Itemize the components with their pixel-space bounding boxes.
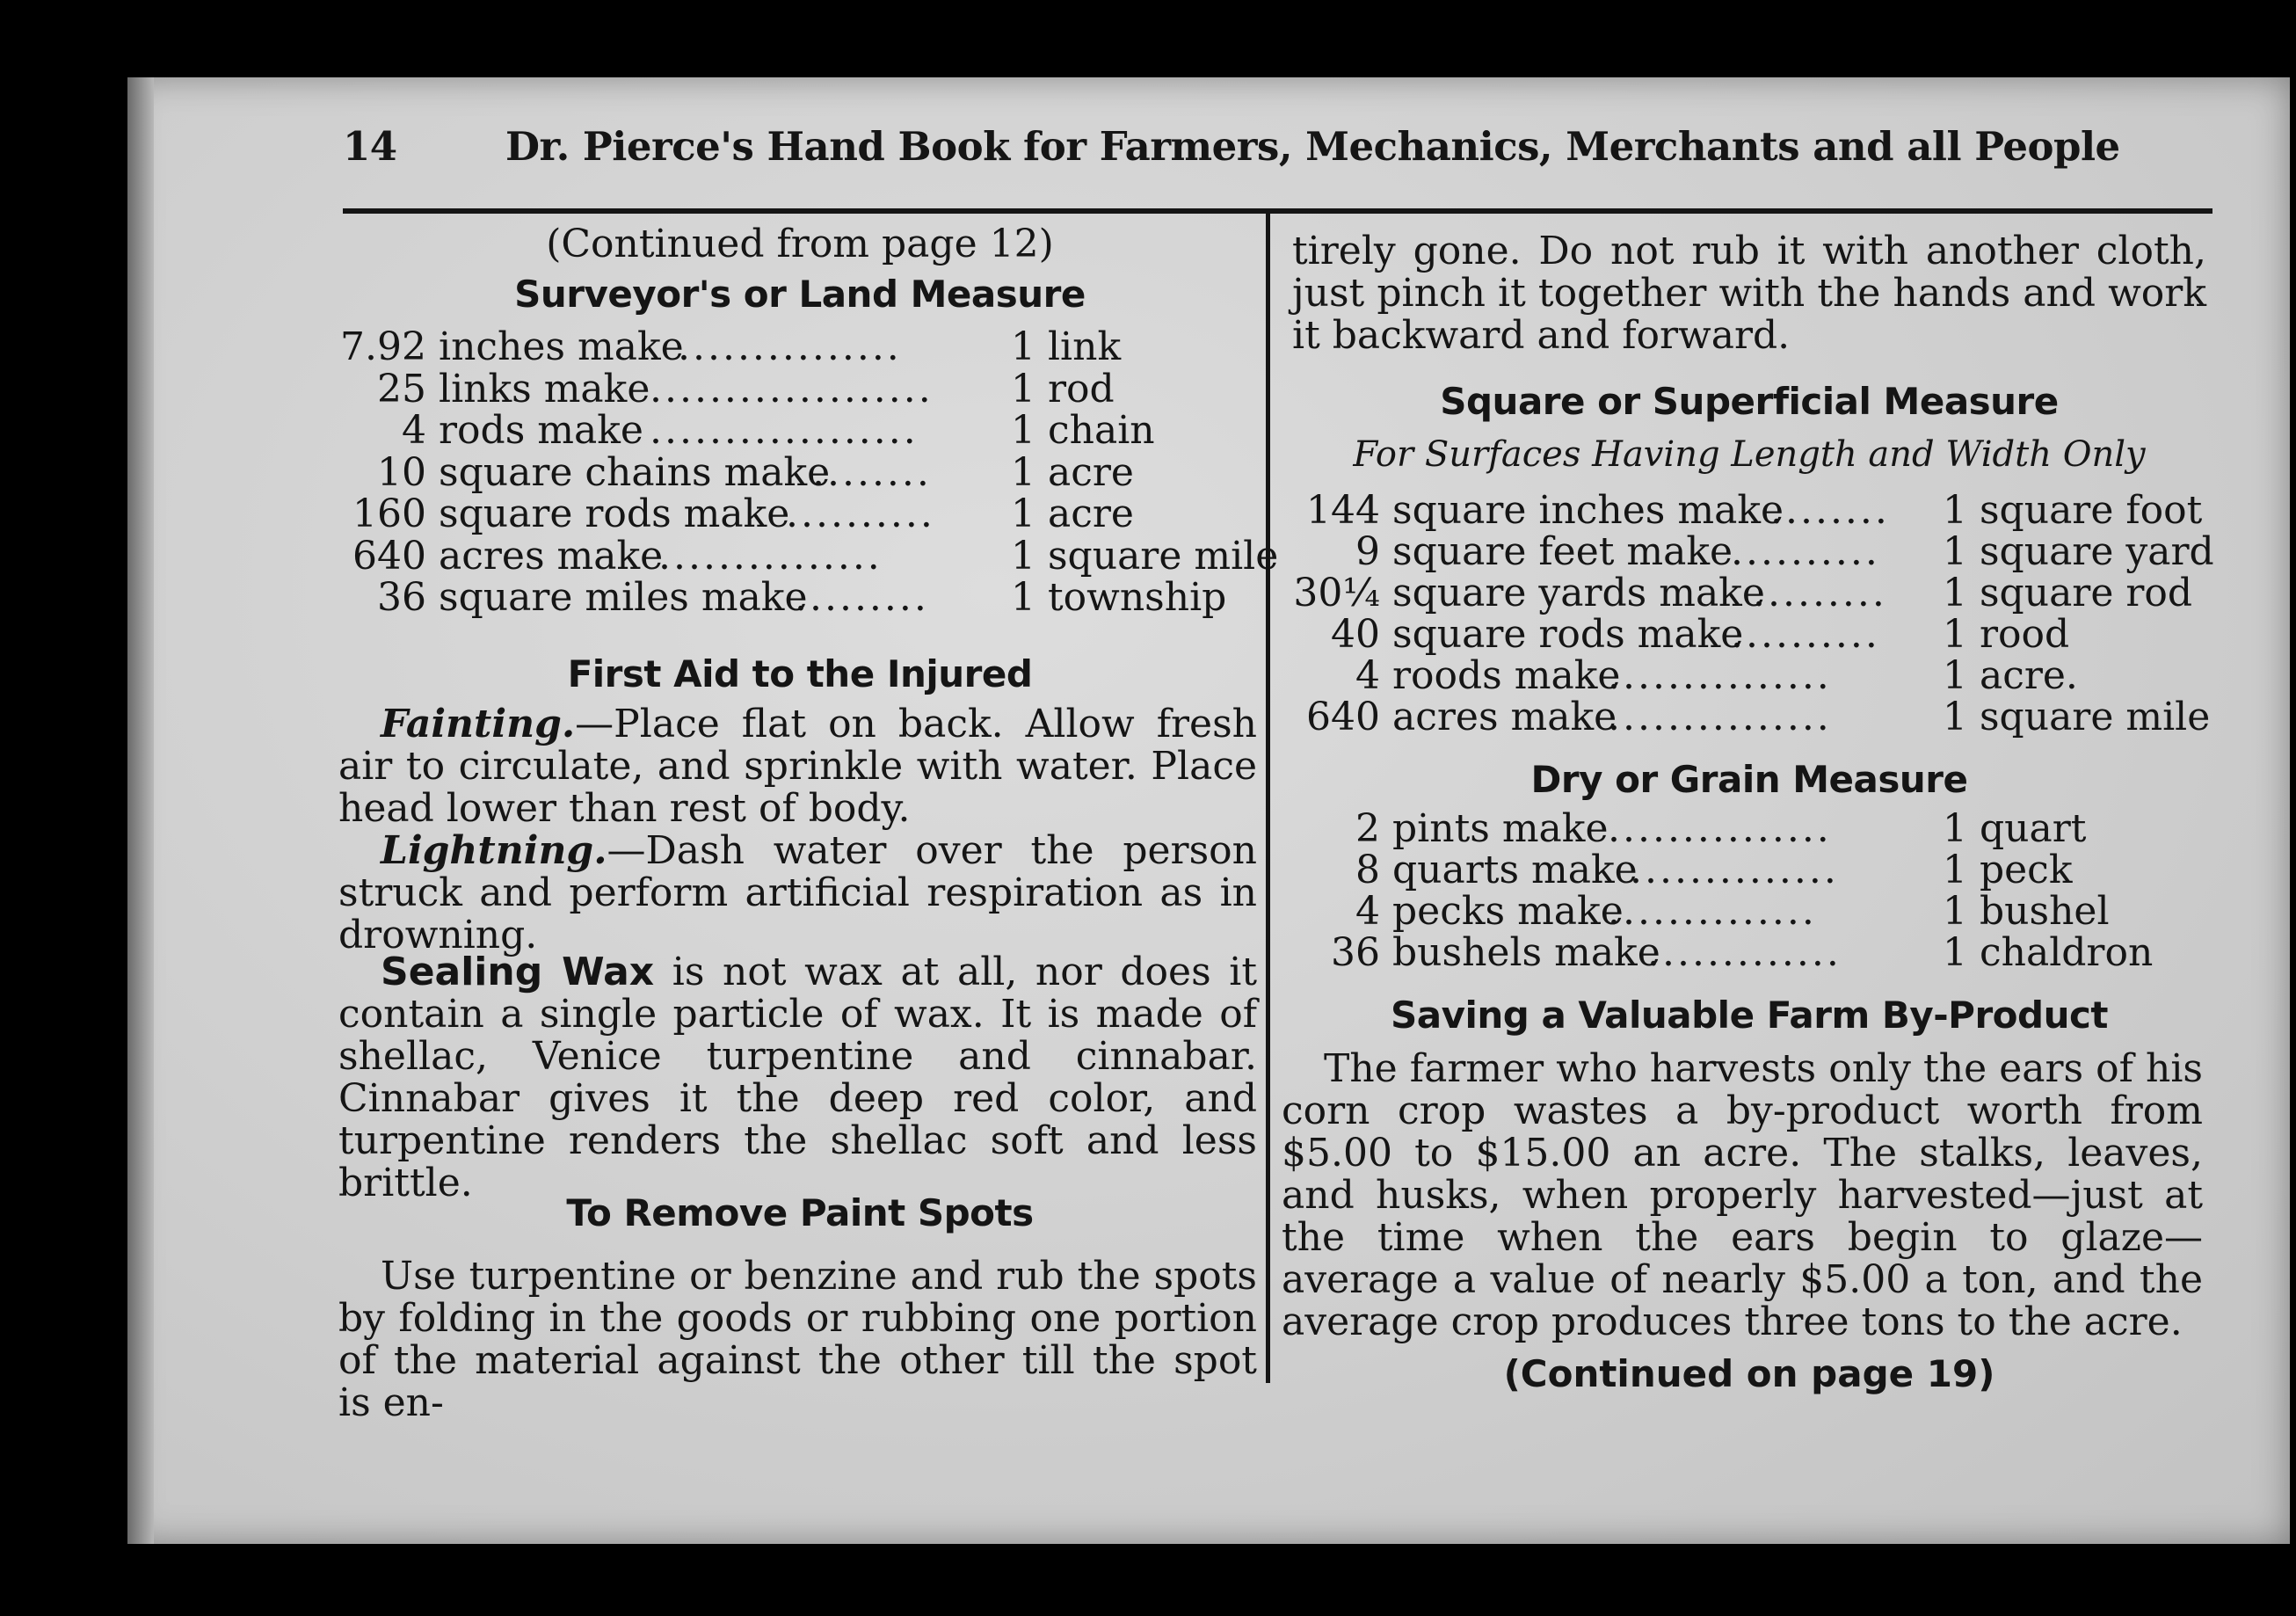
surveyor-leader-dots: ............... xyxy=(678,324,902,369)
square-leader-dots: ............... xyxy=(1608,653,1832,698)
dry-leader-dots: ............... xyxy=(1608,806,1832,851)
surveyor-result: 1 square mile xyxy=(1011,533,1279,579)
square-quantity: 144 xyxy=(1306,488,1380,533)
square-row xyxy=(1288,697,2211,738)
square-row xyxy=(1288,529,2214,574)
square-leader-dots: .......... xyxy=(1731,529,1880,574)
surveyor-result: 1 chain xyxy=(1011,408,1155,453)
surveyor-quantity: 160 xyxy=(352,491,426,536)
column-divider xyxy=(1266,214,1270,1383)
dry-quantity: 36 xyxy=(1331,930,1380,975)
dry-leader-dots: .............. xyxy=(1630,848,1839,892)
square-result: 1 square mile xyxy=(1943,695,2211,739)
continued-on-note: (Continued on page 19) xyxy=(1503,1352,1995,1395)
surveyor-quantity: 36 xyxy=(377,575,426,620)
surveyor-leader-dots: .......... xyxy=(786,491,935,536)
lightning-label: Lightning. xyxy=(381,828,607,873)
surveyor-unit: rods make xyxy=(439,408,643,453)
paint-spots-heading: To Remove Paint Spots xyxy=(566,1191,1034,1234)
running-header xyxy=(343,123,2215,193)
surveyor-row xyxy=(338,324,1261,369)
square-result: 1 square rod xyxy=(1943,571,2193,615)
dry-quantity: 2 xyxy=(1355,806,1380,851)
dry-unit: pints make xyxy=(1392,806,1609,851)
surveyor-unit: square rods make xyxy=(439,491,790,536)
square-measure-heading: Square or Superficial Measure xyxy=(1440,380,2059,423)
dry-quantity: 4 xyxy=(1355,889,1380,934)
dry-row xyxy=(1288,889,2211,934)
dry-result: 1 quart xyxy=(1943,806,2087,851)
surveyor-result: 1 link xyxy=(1011,324,1122,369)
surveyor-row xyxy=(338,575,1261,620)
surveyor-leader-dots: ........ xyxy=(812,449,932,495)
square-result: 1 acre. xyxy=(1943,653,2078,698)
square-leader-dots: ......... xyxy=(1753,571,1887,615)
paint-spots-paragraph: Use turpentine or benzine and rub the spots by folding in the goods or rubbing one portion of the material against the other till the spot is en- xyxy=(338,1254,1257,1425)
square-unit: acres make xyxy=(1392,695,1617,739)
surveyor-heading: Surveyor's or Land Measure xyxy=(514,273,1086,316)
book-title: Dr. Pierce's Hand Book for Farmers, Mechanics, Merchants and all People xyxy=(505,123,2120,170)
dry-measure-heading: Dry or Grain Measure xyxy=(1530,758,1968,801)
surveyor-row xyxy=(338,366,1261,411)
surveyor-unit: links make xyxy=(439,366,650,411)
surveyor-result: 1 rod xyxy=(1011,366,1115,411)
square-leader-dots: ............... xyxy=(1608,695,1832,739)
sealing-wax-text: is not wax at all, nor does it contain a single particle of wax. It is made of shellac, Venice turpentine and cinnabar. Cinnabar gives it the deep red color, and turpentine renders the shellac soft and less brittle. xyxy=(338,950,1258,1205)
square-unit: square yards make xyxy=(1392,571,1765,615)
dry-result: 1 peck xyxy=(1943,848,2073,892)
surveyor-result: 1 acre xyxy=(1011,491,1134,536)
square-quantity: 640 xyxy=(1306,695,1380,739)
square-unit: square rods make xyxy=(1392,612,1744,657)
page-number: 14 xyxy=(343,123,397,170)
square-unit: square feet make xyxy=(1392,529,1733,574)
surveyor-row xyxy=(338,533,1279,579)
farm-byproduct-paragraph: The farmer who harvests only the ears of his corn crop wastes a by-product worth from $5.00 to $15.00 an acre. The stalks, leaves, and husks, when properly harvested—just at the time when the ears begin to glaze—average a value of nearly $5.00 a ton, and the average crop produces three tons to the acre. xyxy=(1282,1046,2203,1344)
continuation-paragraph: tirely gone. Do not rub it with another cloth, just pinch it together with the hands and work it backward and forward. xyxy=(1292,229,2206,358)
square-quantity: 30¼ xyxy=(1293,571,1380,615)
surveyor-leader-dots: ............... xyxy=(658,533,883,579)
surveyor-result: 1 township xyxy=(1011,575,1227,620)
fainting-paragraph xyxy=(338,703,1257,830)
square-result: 1 rood xyxy=(1943,612,2070,657)
continued-from-note: (Continued from page 12) xyxy=(546,222,1054,266)
dry-row xyxy=(1288,850,2211,891)
surveyor-row xyxy=(338,408,1261,453)
sealing-wax-paragraph xyxy=(338,951,1257,1205)
surveyor-row xyxy=(338,491,1261,536)
square-result: 1 square yard xyxy=(1943,529,2214,574)
lightning-text: —Dash water over the person struck and perform artificial respiration as in drowning. xyxy=(338,828,1257,957)
lightning-paragraph xyxy=(338,830,1257,957)
surveyor-leader-dots: .................. xyxy=(650,408,919,453)
surveyor-unit: square chains make xyxy=(439,449,831,495)
square-measure-subheading: For Surfaces Having Length and Width Only xyxy=(1353,434,2146,475)
dry-leader-dots: .............. xyxy=(1608,889,1817,934)
dry-row xyxy=(1288,806,2211,851)
square-row xyxy=(1288,488,2211,533)
surveyor-result: 1 acre xyxy=(1011,449,1134,495)
surveyor-unit: acres make xyxy=(439,533,664,579)
square-quantity: 4 xyxy=(1355,653,1380,698)
sealing-wax-label: Sealing Wax xyxy=(381,950,655,994)
surveyor-quantity: 25 xyxy=(377,366,426,411)
surveyor-row xyxy=(338,449,1261,495)
page-edge-shadow xyxy=(127,77,154,1544)
surveyor-unit: square miles make xyxy=(439,575,808,620)
surveyor-quantity: 10 xyxy=(377,449,426,495)
surveyor-quantity: 640 xyxy=(352,533,426,579)
square-quantity: 9 xyxy=(1355,529,1380,574)
square-unit: roods make xyxy=(1392,653,1621,698)
square-leader-dots: .......... xyxy=(1731,612,1880,657)
surveyor-unit: inches make xyxy=(439,324,684,369)
square-quantity: 40 xyxy=(1331,612,1380,657)
farm-byproduct-heading: Saving a Valuable Farm By-Product xyxy=(1391,994,2108,1037)
square-leader-dots: ........ xyxy=(1770,488,1890,533)
dry-result: 1 chaldron xyxy=(1943,930,2154,975)
header-rule xyxy=(343,208,2212,214)
square-unit: square inches make xyxy=(1392,488,1784,533)
square-row xyxy=(1288,573,2211,614)
dry-leader-dots: ............. xyxy=(1647,930,1842,975)
surveyor-leader-dots: ......... xyxy=(795,575,929,620)
dry-unit: pecks make xyxy=(1392,889,1624,934)
dry-result: 1 bushel xyxy=(1943,889,2110,934)
square-result: 1 square foot xyxy=(1943,488,2203,533)
square-row xyxy=(1288,612,2211,657)
dry-unit: quarts make xyxy=(1392,848,1638,892)
surveyor-quantity: 4 xyxy=(402,408,426,453)
dry-quantity: 8 xyxy=(1355,848,1380,892)
fainting-label: Fainting. xyxy=(381,702,576,746)
dry-row xyxy=(1288,930,2211,975)
dry-unit: bushels make xyxy=(1392,930,1660,975)
square-row xyxy=(1288,653,2211,698)
surveyor-leader-dots: ................... xyxy=(650,366,934,411)
surveyor-quantity: 7.92 xyxy=(340,324,426,369)
fainting-text: —Place flat on back. Allow fresh air to circulate, and sprinkle with water. Place head lower than rest of body. xyxy=(338,702,1257,831)
first-aid-heading: First Aid to the Injured xyxy=(567,652,1033,695)
